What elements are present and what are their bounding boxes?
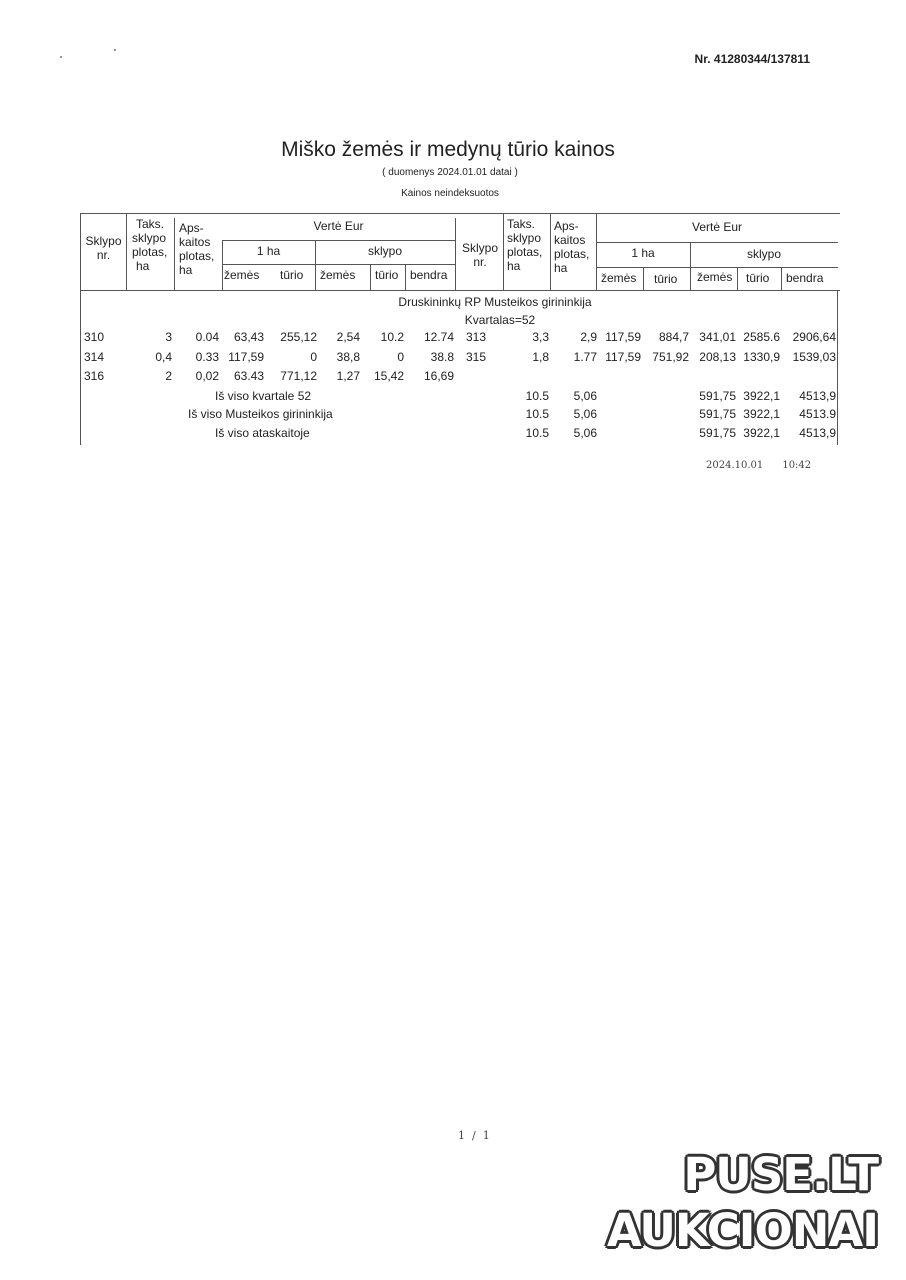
header-divider [455, 218, 456, 290]
col-header-verte: Vertė Eur [313, 219, 364, 233]
table-cell: 38,8 [336, 350, 360, 364]
table-cell: 255,12 [280, 330, 317, 344]
header-divider [643, 267, 644, 290]
table-cell: 1,8 [532, 350, 549, 364]
col-header-zemes: žemės [224, 268, 260, 282]
table-cell: 0 [310, 350, 317, 364]
col-header-sklypo-nr: Sklypo nr. [85, 234, 122, 262]
header-subrule [596, 242, 838, 243]
table-cell: 2 [165, 369, 172, 383]
watermark-line-1: PUSE.LT [683, 1148, 878, 1201]
header-divider [126, 213, 127, 290]
total-turio: 3922,1 [743, 389, 780, 403]
total-zemes: 591,75 [699, 426, 736, 440]
table-cell: 2585.6 [743, 330, 780, 344]
watermark-line-2: AUKCIONAI [606, 1204, 878, 1257]
table-right-rule [837, 290, 838, 445]
table-cell: 1.77 [573, 350, 597, 364]
header-subrule [596, 267, 838, 268]
col-header-aps-plotas-right: Aps- kaitos plotas, ha [554, 219, 590, 275]
table-cell: 0,4 [155, 350, 172, 364]
page-number: 1 / 1 [458, 1129, 490, 1142]
col-header-taks-plotas-right: Taks. sklypo plotas, ha [507, 217, 543, 273]
table-cell: 1,27 [336, 369, 360, 383]
table-cell: 1330,9 [743, 350, 780, 364]
table-cell: 2,54 [336, 330, 360, 344]
table-header-rule [80, 290, 840, 291]
total-aps: 5,06 [573, 389, 597, 403]
page-title: Miško žemės ir medynų tūrio kainos [281, 138, 615, 161]
total-plotas: 10.5 [525, 407, 549, 421]
total-bendra: 4513,9 [799, 389, 836, 403]
header-divider [550, 213, 551, 290]
total-label: Iš viso Musteikos girininkija [188, 407, 333, 421]
table-cell: 10.2 [380, 330, 404, 344]
table-cell: 0.04 [195, 330, 219, 344]
table-cell: 117,59 [605, 330, 641, 344]
print-timestamp: 2024.10.01 10:42 [706, 460, 812, 471]
total-aps: 5,06 [573, 407, 597, 421]
col-header-turio: tūrio [375, 268, 399, 282]
table-cell: 38.8 [430, 350, 454, 364]
col-header-zemes-right: žemės [601, 271, 637, 285]
scan-speck [60, 56, 62, 58]
col-header-sklypo-right: sklypo [746, 247, 781, 261]
col-header-bendra: bendra [410, 268, 448, 282]
col-header-sklypo-nr-right: Sklypo nr. [461, 241, 499, 269]
section-title: Druskininkų RP Musteikos girininkija [398, 295, 592, 309]
header-divider [405, 264, 406, 290]
total-zemes: 591,75 [699, 407, 736, 421]
col-header-1ha-right: 1 ha [631, 246, 655, 260]
table-cell: 314 [84, 350, 105, 364]
page-note: Kainos neindeksuotos [401, 188, 499, 199]
total-plotas: 10.5 [525, 426, 549, 440]
total-bendra: 4513.9 [799, 407, 836, 421]
table-cell: 341,01 [699, 330, 736, 344]
total-label: Iš viso ataskaitoje [215, 426, 310, 440]
col-header-aps-plotas: Aps- kaitos plotas, ha [179, 221, 215, 277]
table-cell: 63,43 [233, 330, 264, 344]
col-header-1ha: 1 ha [256, 244, 281, 258]
table-cell: 0.33 [195, 350, 219, 364]
table-cell: 0 [397, 350, 404, 364]
header-subrule [222, 264, 455, 265]
total-zemes: 591,75 [699, 389, 736, 403]
table-cell: 63.43 [233, 369, 264, 383]
table-cell: 2,9 [580, 330, 597, 344]
total-label: Iš viso kvartale 52 [215, 389, 312, 403]
header-divider [737, 267, 738, 290]
table-cell: 208,13 [699, 350, 736, 364]
kvartalas-label: Kvartalas=52 [464, 313, 536, 327]
table-cell: 884,7 [658, 330, 689, 344]
total-bendra: 4513,9 [799, 426, 836, 440]
col-header-turio-right: tūrio [746, 271, 770, 285]
table-cell: 2906,64 [792, 330, 836, 344]
col-header-verte-right: Vertė Eur [691, 220, 743, 234]
table-cell: 1539,03 [792, 350, 836, 364]
table-cell: 117,59 [228, 350, 264, 364]
header-subrule [222, 240, 455, 241]
header-divider [370, 264, 371, 290]
table-cell: 316 [84, 369, 105, 383]
page-subtitle: ( duomenys 2024.01.01 datai ) [382, 167, 518, 178]
table-cell: 315 [465, 350, 486, 364]
table-cell: 12.74 [423, 330, 454, 344]
total-aps: 5,06 [573, 426, 597, 440]
table-cell: 117,59 [605, 350, 641, 364]
col-header-sklypo: sklypo [367, 244, 402, 258]
total-turio: 3922,1 [743, 407, 780, 421]
scan-speck [114, 49, 116, 51]
col-header-bendra-right: bendra [786, 271, 824, 285]
table-cell: 313 [465, 330, 486, 344]
table-cell: 15,42 [373, 369, 404, 383]
table-cell: 751,92 [652, 350, 689, 364]
col-header-taks-plotas: Taks. sklypo plotas, ha [132, 217, 168, 273]
col-header-turio-right: tūrio [654, 272, 678, 286]
table-cell: 3,3 [532, 330, 549, 344]
header-divider [503, 213, 504, 290]
header-divider [781, 267, 782, 290]
document-number: Nr. 41280344/137811 [694, 52, 810, 66]
table-top-rule [80, 213, 840, 214]
table-cell: 16,69 [423, 369, 454, 383]
col-header-turio: tūrio [280, 268, 304, 282]
table-cell: 3 [165, 330, 172, 344]
table-cell: 0,02 [195, 369, 219, 383]
col-header-zemes-right: žemės [697, 270, 733, 284]
table-cell: 771,12 [280, 369, 317, 383]
total-turio: 3922,1 [743, 426, 780, 440]
table-cell: 310 [84, 330, 105, 344]
col-header-zemes: žemės [320, 268, 356, 282]
total-plotas: 10.5 [525, 389, 549, 403]
header-divider [174, 218, 175, 290]
